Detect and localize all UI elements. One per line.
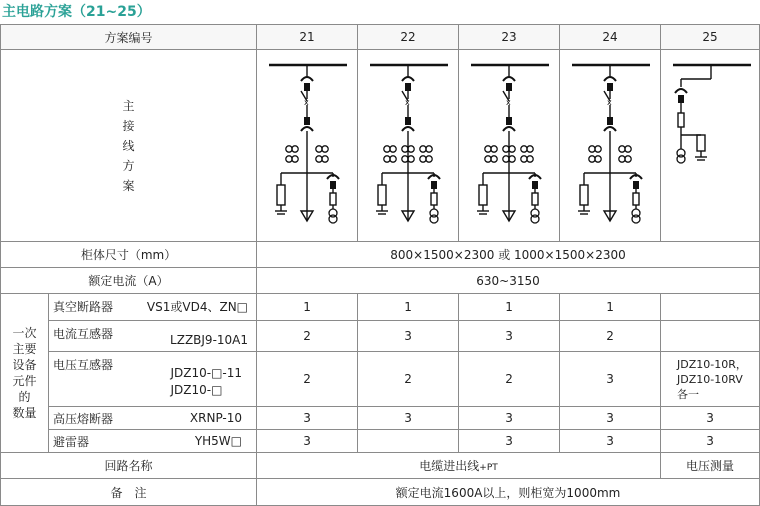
rated-current-value: 630~3150	[257, 268, 760, 294]
single-line-diagram	[661, 51, 760, 241]
equipment-voltage-transformer	[49, 352, 257, 407]
qty-cell: 3	[661, 430, 760, 453]
main-circuit-label	[1, 50, 257, 242]
equipment-model: YH5W□	[194, 434, 243, 448]
cabinet-size-label: 柜体尺寸（mm）	[1, 242, 257, 268]
category-line: 设备	[12, 358, 37, 372]
qty-cell: 2	[358, 352, 459, 407]
diagram-row	[1, 50, 760, 242]
qty-cell: 1	[358, 294, 459, 321]
equipment-row	[1, 407, 760, 430]
diagram-21	[257, 50, 358, 242]
qty-cell: 1	[257, 294, 358, 321]
qty-cell: 3	[358, 321, 459, 352]
diagram-25	[661, 50, 760, 242]
svg-text:x: x	[304, 97, 309, 107]
qty-cell: 3	[560, 352, 661, 407]
main-circuit-char: 主	[122, 98, 135, 113]
equipment-model: XRNP-10	[189, 411, 243, 425]
circuit-name-25: 电压测量	[661, 453, 760, 479]
cabinet-size-value: 800×1500×2300 或 1000×1500×2300	[257, 242, 760, 268]
svg-text:x: x	[506, 97, 511, 107]
qty-cell: 3	[257, 430, 358, 453]
circuit-name-main-text: 电缆进出线	[419, 459, 480, 473]
qty-cell: 3	[661, 407, 760, 430]
qty-cell-note	[661, 352, 760, 407]
single-line-diagram	[459, 51, 559, 241]
svg-text:x: x	[607, 97, 612, 107]
equipment-row	[1, 352, 760, 407]
equipment-name: 避雷器	[53, 435, 90, 449]
qty-cell	[661, 321, 760, 352]
equipment-vacuum-breaker	[49, 294, 257, 321]
category-line: 主要	[12, 342, 37, 356]
qty-cell: 2	[459, 352, 560, 407]
qty-cell: 2	[257, 352, 358, 407]
equipment-model: LZZBJ9-10A1	[170, 333, 249, 347]
equipment-current-transformer	[49, 321, 257, 352]
qty-cell: 2	[560, 321, 661, 352]
qty-cell: 1	[459, 294, 560, 321]
single-line-diagram	[560, 51, 660, 241]
main-circuit-char: 线	[122, 138, 135, 153]
svg-text:x: x	[405, 97, 410, 107]
single-line-diagram	[257, 51, 357, 241]
qty-cell: 1	[560, 294, 661, 321]
equipment-model: VS1或VD4、ZN□	[146, 300, 249, 314]
rated-current-row	[1, 268, 760, 294]
note-line: 各一	[677, 387, 700, 401]
equipment-hv-fuse	[49, 407, 257, 430]
equipment-name: 电流互感器	[53, 327, 114, 341]
scheme-24-header: 24	[560, 25, 661, 50]
main-circuit-char: 方	[122, 158, 135, 173]
circuit-name-main	[257, 453, 661, 479]
circuit-name-label: 回路名称	[1, 453, 257, 479]
equipment-row	[1, 294, 760, 321]
equipment-name: 电压互感器	[53, 358, 114, 372]
model-line: JDZ10-□-11	[170, 366, 243, 380]
remark-row	[1, 479, 760, 506]
category-line: 一次	[12, 326, 37, 340]
qty-cell: 3	[560, 430, 661, 453]
equipment-arrester	[49, 430, 257, 453]
qty-cell	[358, 430, 459, 453]
qty-cell: 3	[358, 407, 459, 430]
qty-cell: 2	[257, 321, 358, 352]
note-line: JDZ10-10RV	[677, 372, 743, 386]
equipment-name: 高压熔断器	[53, 412, 114, 426]
scheme-table	[0, 24, 760, 506]
equipment-row	[1, 430, 760, 453]
circuit-name-row	[1, 453, 760, 479]
main-circuit-char: 接	[122, 118, 135, 133]
header-label: 方案编号	[1, 25, 257, 50]
remark-value: 额定电流1600A以上，则柜宽为1000mm	[257, 479, 760, 506]
circuit-diagram-24	[560, 51, 660, 241]
circuit-diagram-22	[358, 51, 458, 241]
category-line: 的	[18, 390, 31, 404]
diagram-24	[560, 50, 661, 242]
header-row	[1, 25, 760, 50]
qty-cell: 3	[459, 407, 560, 430]
qty-cell: 3	[257, 407, 358, 430]
qty-cell: 3	[459, 321, 560, 352]
diagram-23	[459, 50, 560, 242]
circuit-diagram-21	[257, 51, 357, 241]
equipment-name: 真空断路器	[53, 300, 114, 314]
scheme-25-header: 25	[661, 25, 760, 50]
circuit-diagram-25	[661, 51, 759, 241]
category-line: 数量	[12, 406, 37, 420]
qty-cell	[661, 294, 760, 321]
qty-cell: 3	[560, 407, 661, 430]
category-line: 元件	[12, 374, 37, 388]
rated-current-label: 额定电流（A）	[1, 268, 257, 294]
equipment-row	[1, 321, 760, 352]
remark-label: 备 注	[1, 479, 257, 506]
scheme-23-header: 23	[459, 25, 560, 50]
primary-equipment-category	[1, 294, 49, 453]
single-line-diagram	[358, 51, 458, 241]
scheme-21-header: 21	[257, 25, 358, 50]
qty-cell: 3	[459, 430, 560, 453]
cabinet-size-row	[1, 242, 760, 268]
scheme-22-header: 22	[358, 25, 459, 50]
circuit-diagram-23	[459, 51, 559, 241]
diagram-22	[358, 50, 459, 242]
model-line: JDZ10-□	[170, 383, 223, 397]
equipment-model	[170, 365, 242, 399]
note-line: JDZ10-10R，	[677, 357, 747, 371]
main-circuit-char: 案	[122, 178, 135, 193]
circuit-name-suffix: +PT	[479, 463, 498, 473]
page-title: 主电路方案（21~25）	[2, 4, 151, 20]
